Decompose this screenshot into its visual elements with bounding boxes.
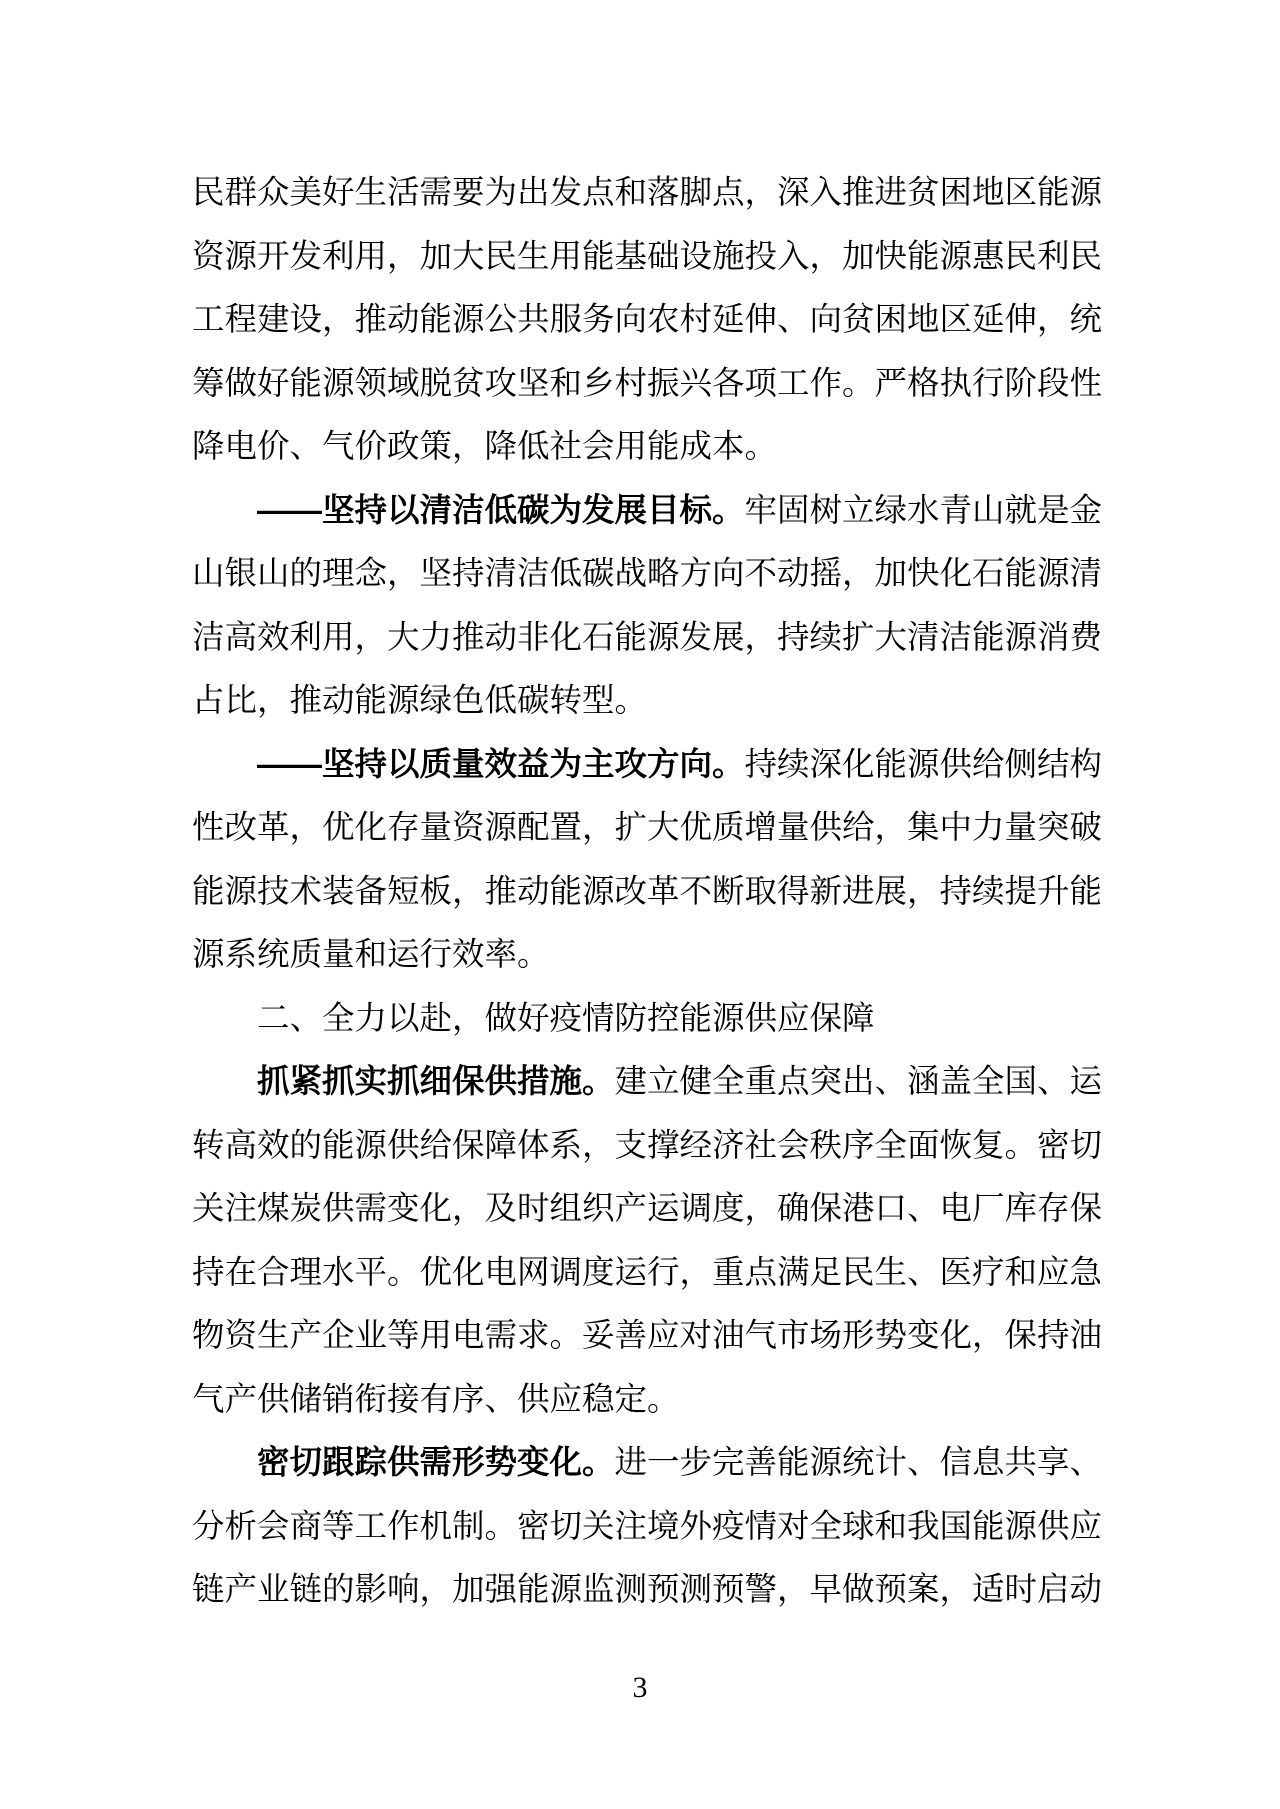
bold-lead-phrase: ——坚持以质量效益为主攻方向。 (257, 745, 745, 782)
text-segment: 民群众美好生活需要为出发点和落脚点，深入推进贫困地区能源 (192, 174, 1103, 210)
section-heading (192, 987, 1108, 1051)
text-line (192, 1431, 1108, 1495)
text-line (192, 288, 1108, 352)
text-line (192, 1304, 1108, 1368)
text-line (192, 1241, 1108, 1305)
text-line (192, 860, 1108, 924)
text-segment: 链产业链的影响，加强能源监测预测预警，早做预案，适时启动 (192, 1571, 1103, 1607)
text-segment: 物资生产企业等用电需求。妥善应对油气市场形势变化，保持油 (192, 1317, 1103, 1353)
text-segment: 筹做好能源领域脱贫攻坚和乡村振兴各项工作。严格执行阶段性 (192, 364, 1103, 401)
text-segment: 持在合理水平。优化电网调度运行，重点满足民生、医疗和应急 (192, 1253, 1103, 1290)
text-line (192, 669, 1108, 733)
text-line (192, 733, 1108, 797)
text-segment: 关注煤炭供需变化，及时组织产运调度，确保港口、电厂库存保 (192, 1190, 1103, 1226)
text-segment: 能源技术装备短板，推动能源改革不断取得新进展，持续提升能 (192, 872, 1103, 909)
text-line (192, 796, 1108, 860)
text-segment: 分析会商等工作机制。密切关注境外疫情对全球和我国能源供应 (192, 1507, 1103, 1544)
text-line (192, 479, 1108, 543)
text-segment: 工程建设，推动能源公共服务向农村延伸、向贫困地区延伸，统 (192, 301, 1103, 337)
text-segment: 建立健全重点突出、涵盖全国、运 (614, 1063, 1103, 1099)
text-segment: 牢固树立绿水青山就是金 (744, 491, 1103, 528)
text-segment: 气产供储销衔接有序、供应稳定。 (192, 1380, 680, 1417)
text-line (192, 352, 1108, 416)
text-line (192, 1177, 1108, 1241)
text-line (192, 542, 1108, 606)
text-line (192, 1114, 1108, 1178)
text-line (192, 225, 1108, 289)
text-segment: 占比，推动能源绿色低碳转型。 (192, 682, 648, 718)
text-segment: 洁高效利用，大力推动非化石能源发展，持续扩大清洁能源消费 (192, 618, 1103, 655)
text-segment: 进一步完善能源统计、信息共享、 (614, 1444, 1103, 1480)
text-block (192, 161, 1108, 1622)
bold-lead-phrase: 抓紧抓实抓细保供措施。 (257, 1063, 615, 1099)
text-segment: 性改革，优化存量资源配置，扩大优质增量供给，集中力量突破 (192, 809, 1103, 845)
text-line (192, 1558, 1108, 1622)
page-number: 3 (632, 1671, 648, 1704)
text-line (192, 606, 1108, 670)
text-line (192, 923, 1108, 987)
bold-lead-phrase: ——坚持以清洁低碳为发展目标。 (257, 491, 745, 528)
text-line (192, 1050, 1108, 1114)
text-segment: 源系统质量和运行效率。 (192, 936, 550, 972)
text-line (192, 415, 1108, 479)
text-segment: 山银山的理念，坚持清洁低碳战略方向不动摇，加快化石能源清 (192, 555, 1103, 591)
bold-lead-phrase: 密切跟踪供需形势变化。 (257, 1444, 615, 1480)
text-line (192, 1368, 1108, 1432)
text-segment: 持续深化能源供给侧结构 (744, 745, 1103, 782)
text-line (192, 1495, 1108, 1559)
text-segment: 二、全力以赴，做好疫情防控能源供应保障 (257, 999, 875, 1036)
text-segment: 降电价、气价政策，降低社会用能成本。 (192, 428, 778, 464)
text-line (192, 161, 1108, 225)
text-segment: 转高效的能源供给保障体系，支撑经济社会秩序全面恢复。密切 (192, 1126, 1103, 1163)
text-segment: 资源开发利用，加大民生用能基础设施投入，加快能源惠民利民 (192, 237, 1103, 274)
